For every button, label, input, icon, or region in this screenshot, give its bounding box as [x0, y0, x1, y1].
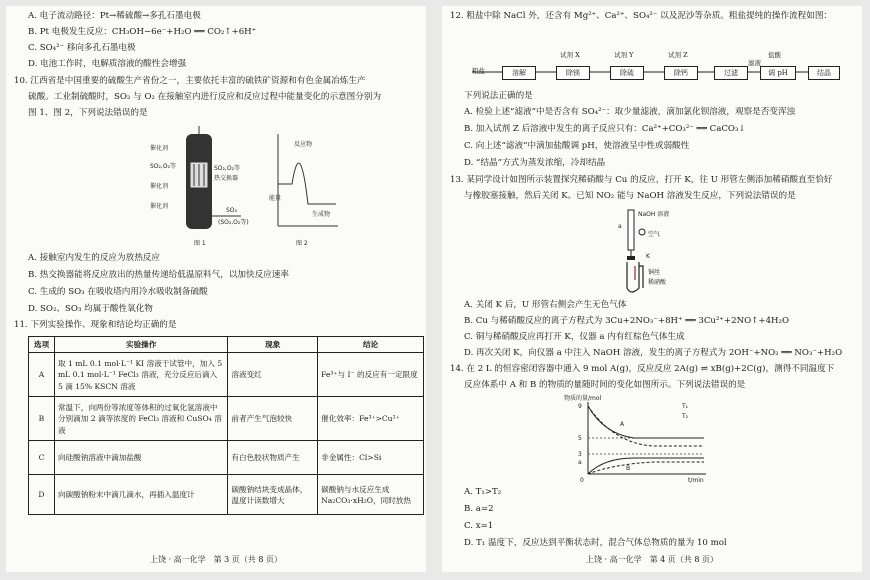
q10-option-d: D. SO₂、SO₃ 均属于酸性氧化物	[28, 304, 153, 314]
header-phenomenon: 现象	[228, 337, 318, 353]
q13-option-c: C. 铜与稀硝酸反应再打开 K，仪器 a 内有红棕色气体生成	[464, 332, 685, 342]
q9-option-a: A. 电子流动路径：Pt→稀硫酸→多孔石墨电极	[28, 11, 201, 21]
q13-option-a: A. 关闭 K 后，U 形管右侧会产生无色气体	[464, 300, 627, 310]
q12-flowchart	[472, 46, 842, 86]
q13-stem-1: 13. 某同学设计如图所示装置探究稀硝酸与 Cu 的反应，打开 K，往 U 形管左侧添加稀硝酸直至恰好	[450, 175, 833, 185]
fig14-ylabel: 物质的量/mol	[564, 395, 602, 402]
fig14-tick-5: 5	[578, 435, 582, 442]
flow-reagent: 试剂 Z	[668, 51, 688, 59]
row-option: B	[29, 397, 55, 441]
fig1-caption: 图 1	[194, 240, 206, 247]
flow-reagent: 试剂 X	[560, 51, 580, 59]
q11-table	[28, 336, 424, 515]
fig1-label-2: 催化剂	[150, 183, 169, 190]
flow-mid-label: 滤液	[748, 59, 761, 67]
fig14-tick-9: 9	[578, 403, 582, 410]
row-phenomenon: 溶液变红	[228, 353, 318, 397]
q13-apparatus	[602, 206, 712, 296]
fig13-label-4: 铜丝	[648, 269, 661, 276]
row-conclusion: 催化效率：Fe³⁺>Cu²⁺	[318, 397, 424, 441]
fig14-tick-a: a	[578, 459, 582, 466]
fig13-label-2: 空气	[648, 231, 661, 238]
q10-option-c: C. 生成的 SO₃ 在吸收塔内用冷水吸收制备硫酸	[28, 287, 208, 297]
row-operation: 常温下，向两份等浓度等体积的过氧化氢溶液中分别滴加 2 滴等浓度的 FeCl₃ 溶液和 CuSO₄ 溶液	[54, 397, 227, 441]
q9-option-d: D. 电池工作时，电解质溶液的酸性会增强	[28, 59, 187, 69]
row-operation: 向碳酸钠粉末中滴几滴水，再插入温度计	[54, 475, 227, 515]
row-conclusion: Fe³⁺与 I⁻ 的反应有一定限度	[318, 353, 424, 397]
q13-stem-2: 与橡胶塞接触，然后关闭 K。已知 NO₂ 能与 NaOH 溶液发生反应，下列说法错误的是	[464, 191, 796, 201]
fig14-curve-a: A	[620, 421, 625, 428]
q14-option-d: D. T₁ 温度下，反应达到平衡状态时，混合气体总物质的量为 10 mol	[464, 538, 727, 548]
fig1-label-7: (SO₂,O₂等)	[218, 219, 249, 226]
flow-node: 结晶	[808, 66, 840, 80]
header-operation: 实验操作	[54, 337, 227, 353]
q12-option-a: A. 检验上述“滤液”中是否含有 SO₄²⁻：取少量滤液，滴加氯化钡溶液，观察是否变浑浊	[464, 107, 796, 117]
flow-node: 过滤	[714, 66, 748, 80]
page-3	[6, 6, 426, 572]
fig14-tick-3: 3	[578, 451, 582, 458]
row-option: C	[29, 441, 55, 475]
q14-option-b: B. a=2	[464, 504, 494, 514]
fig1-label-1: SO₂,O₂等	[150, 163, 176, 170]
fig14-legend-t1: T₁	[682, 403, 689, 410]
q10-option-b: B. 热交换器能将反应放出的热量传递给低温原料气，以加快反应速率	[28, 270, 289, 280]
fig14-curve-b: B	[626, 465, 631, 472]
table-row	[29, 397, 424, 441]
row-option: A	[29, 353, 55, 397]
fig14-xlabel: t/min	[688, 477, 704, 484]
flow-reagent: 盐酸	[768, 51, 781, 59]
row-conclusion: 碳酸钠与水反应生成 Na₂CO₃·xH₂O，同时放热	[318, 475, 424, 515]
q10-option-a: A. 接触室内发生的反应为放热反应	[28, 253, 160, 263]
flow-reagent: 试剂 Y	[614, 51, 634, 59]
q13-option-d: D. 再次关闭 K，向仪器 a 中注入 NaOH 溶液，发生的离子方程式为 2OH⁻+NO₂ ══ NO₃⁻+H₂O	[464, 348, 843, 358]
fig1-label-5: 催化剂	[150, 203, 169, 210]
fig1-label-3: SO₂,O₂等	[214, 165, 240, 172]
q12-ask: 下列说法正确的是	[464, 91, 533, 101]
q14-stem-2: 反应体系中 A 和 B 的物质的量随时间的变化如图所示。下列说法错误的是	[464, 380, 746, 390]
q14-stem-1: 14. 在 2 L 的恒容密闭容器中通入 9 mol A(g)，反应反应 2A(g) ⇌ xB(g)+2C(g)，测得不同温度下	[450, 364, 835, 374]
q14-option-a: A. T₁>T₂	[464, 487, 502, 497]
fig1-label-0: 催化剂	[150, 145, 169, 152]
table-row	[29, 353, 424, 397]
page-footer: 上饶 · 高一化学 第 4 页（共 8 页）	[586, 554, 718, 564]
q10-stem-1: 10. 江西省是中国重要的硫酸生产省份之一，主要依托丰富的硫铁矿资源和有色金属冶炼生产	[14, 76, 366, 86]
q12-option-c: C. 向上述“滤液”中滴加盐酸调 pH，使溶液呈中性或弱酸性	[464, 141, 690, 151]
q10-figure-2	[268, 124, 340, 249]
flow-node: 溶解	[502, 66, 536, 80]
q13-option-b: B. Cu 与稀硝酸反应的离子方程式为 3Cu+2NO₃⁻+8H⁺ ══ 3Cu²⁺+2NO↑+4H₂O	[464, 316, 790, 326]
page-4	[442, 6, 862, 572]
header-option: 选项	[29, 337, 55, 353]
flow-node: 调 pH	[760, 66, 796, 80]
table-row	[29, 475, 424, 515]
q12-option-b: B. 加入试剂 Z 后溶液中发生的离子反应只有：Ca²⁺+CO₃²⁻ ══ CaCO₃↓	[464, 124, 746, 134]
flow-node: 粗盐	[472, 67, 485, 75]
fig14-legend-t2: T₂	[682, 413, 689, 420]
flow-node: 除硫	[610, 66, 644, 80]
fig14-origin: 0	[580, 477, 584, 484]
fig13-label-5: 稀硝酸	[648, 279, 667, 286]
q10-stem-3: 图 1、图 2，下列说法错误的是	[28, 108, 148, 118]
fig1-label-4: 热交换器	[214, 175, 239, 182]
fig2-label-2: 生成物	[312, 211, 331, 218]
q10-stem-2: 硫酸。工业制硫酸时，SO₂ 与 O₂ 在接触室内进行反应和反应过程中能量变化的示意图分别为	[28, 92, 382, 102]
fig13-label-0: NaOH 溶液	[638, 211, 670, 218]
row-phenomenon: 有白色胶状物质产生	[228, 441, 318, 475]
q12-option-d: D. “结晶”方式为蒸发浓缩，冷却结晶	[464, 158, 606, 168]
row-phenomenon: 前者产生气泡较快	[228, 397, 318, 441]
flow-node: 除钙	[664, 66, 698, 80]
fig2-label-0: 能量	[269, 195, 282, 202]
fig13-label-1: a	[618, 223, 622, 230]
table-header-row	[29, 337, 424, 353]
row-conclusion: 非金属性：Cl>Si	[318, 441, 424, 475]
q12-stem: 12. 粗盐中除 NaCl 外，还含有 Mg²⁺、Ca²⁺、SO₄²⁻ 以及泥沙等杂质。粗盐提纯的操作流程如图：	[450, 11, 833, 21]
flow-node: 除镁	[556, 66, 590, 80]
q11-stem: 11. 下列实验操作、现象和结论均正确的是	[14, 320, 177, 330]
q9-option-c: C. SO₄²⁻ 移向多孔石墨电极	[28, 43, 136, 53]
q14-graph	[564, 394, 714, 484]
q9-option-b: B. Pt 电极发生反应：CH₃OH−6e⁻+H₂O ══ CO₂↑+6H⁺	[28, 27, 257, 37]
fig2-label-1: 反应物	[294, 141, 313, 148]
row-operation: 向硅酸钠溶液中滴加盐酸	[54, 441, 227, 475]
fig2-caption: 图 2	[296, 240, 308, 247]
fig1-label-6: SO₃	[226, 207, 237, 214]
q10-figure-1	[146, 124, 266, 249]
row-option: D	[29, 475, 55, 515]
row-operation: 取 1 mL 0.1 mol·L⁻¹ KI 溶液于试管中，加入 5 mL 0.1 mol·L⁻¹ FeCl₃ 溶液，充分反应后滴入 5 滴 15% KSCN 溶液	[54, 353, 227, 397]
fig13-label-3: K	[646, 253, 650, 260]
header-conclusion: 结论	[318, 337, 424, 353]
table-row	[29, 441, 424, 475]
page-footer: 上饶 · 高一化学 第 3 页（共 8 页）	[150, 554, 282, 564]
row-phenomenon: 碳酸钠结块变成晶体，温度计读数增大	[228, 475, 318, 515]
q14-option-c: C. x=1	[464, 521, 494, 531]
